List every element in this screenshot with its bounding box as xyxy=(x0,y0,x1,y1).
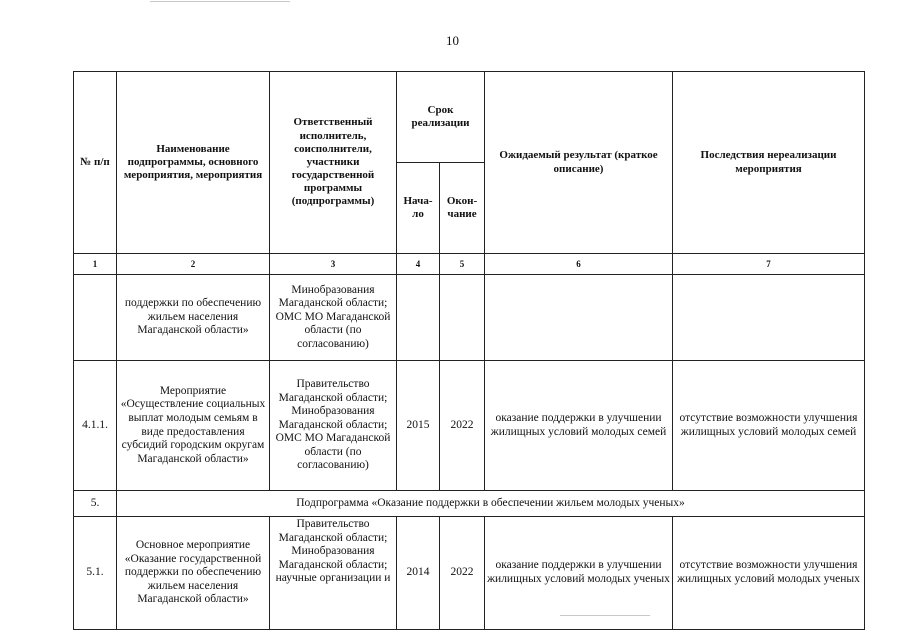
row-consequence: отсутствие возможности улучшения жилищных условий молодых ученых xyxy=(673,517,865,630)
row-end: 2022 xyxy=(440,517,485,630)
column-number: 4 xyxy=(397,254,440,275)
page-number: 10 xyxy=(446,33,459,48)
header-consequence: Последствия нереализации мероприятия xyxy=(673,72,865,254)
table-row xyxy=(74,275,865,361)
row-executor: Правительство Магаданской области; Минобразования Магаданской области; ОМС МО Магаданской области (по согласованию) xyxy=(270,361,397,491)
column-number: 2 xyxy=(117,254,270,275)
row-number xyxy=(74,275,117,361)
row-result: оказание поддержки в улучшении жилищных условий молодых ученых xyxy=(485,517,673,630)
row-end: 2022 xyxy=(440,361,485,491)
column-number-row xyxy=(74,254,865,275)
row-result: оказание поддержки в улучшении жилищных условий молодых семей xyxy=(485,361,673,491)
column-number: 5 xyxy=(440,254,485,275)
row-start: 2015 xyxy=(397,361,440,491)
row-name: Основное мероприятие «Оказание государственной поддержки по обеспечению жильем населения Магаданской области» xyxy=(117,517,270,630)
row-start xyxy=(397,275,440,361)
row-number: 5.1. xyxy=(74,517,117,630)
header-number: № п/п xyxy=(74,72,117,254)
row-executor: Минобразования Магаданской области; ОМС МО Магаданской области (по согласованию) xyxy=(270,275,397,361)
section-row xyxy=(74,491,865,517)
column-number: 3 xyxy=(270,254,397,275)
header-start: Нача-ло xyxy=(397,163,440,254)
header-result: Ожидаемый результат (краткое описание) xyxy=(485,72,673,254)
row-name: поддержки по обеспечению жильем населения Магаданской области» xyxy=(117,275,270,361)
row-executor: Правительство Магаданской области; Минобразования Магаданской области; научные организации и xyxy=(270,517,397,630)
header-row xyxy=(74,72,865,163)
row-result xyxy=(485,275,673,361)
row-consequence xyxy=(673,275,865,361)
section-title: Подпрограмма «Оказание поддержки в обеспечении жильем молодых ученых» xyxy=(117,491,865,517)
table-row xyxy=(74,517,865,630)
row-name: Мероприятие «Осуществление социальных выплат молодым семьям в виде предоставления субсидий городским округам Магаданской области» xyxy=(117,361,270,491)
row-number: 5. xyxy=(74,491,117,517)
header-executor: Ответственный исполнитель, соисполнители, участники государственной программы (подпрограммы) xyxy=(270,72,397,254)
program-table xyxy=(73,71,865,630)
scan-artifact xyxy=(150,1,290,2)
header-term: Срок реализации xyxy=(397,72,485,163)
scan-artifact xyxy=(560,615,650,616)
row-number: 4.1.1. xyxy=(74,361,117,491)
column-number: 1 xyxy=(74,254,117,275)
column-number: 6 xyxy=(485,254,673,275)
row-consequence: отсутствие возможности улучшения жилищных условий молодых семей xyxy=(673,361,865,491)
row-end xyxy=(440,275,485,361)
header-name: Наименование подпрограммы, основного мероприятия, мероприятия xyxy=(117,72,270,254)
table-row xyxy=(74,361,865,491)
row-start: 2014 xyxy=(397,517,440,630)
column-number: 7 xyxy=(673,254,865,275)
header-end: Окон-чание xyxy=(440,163,485,254)
